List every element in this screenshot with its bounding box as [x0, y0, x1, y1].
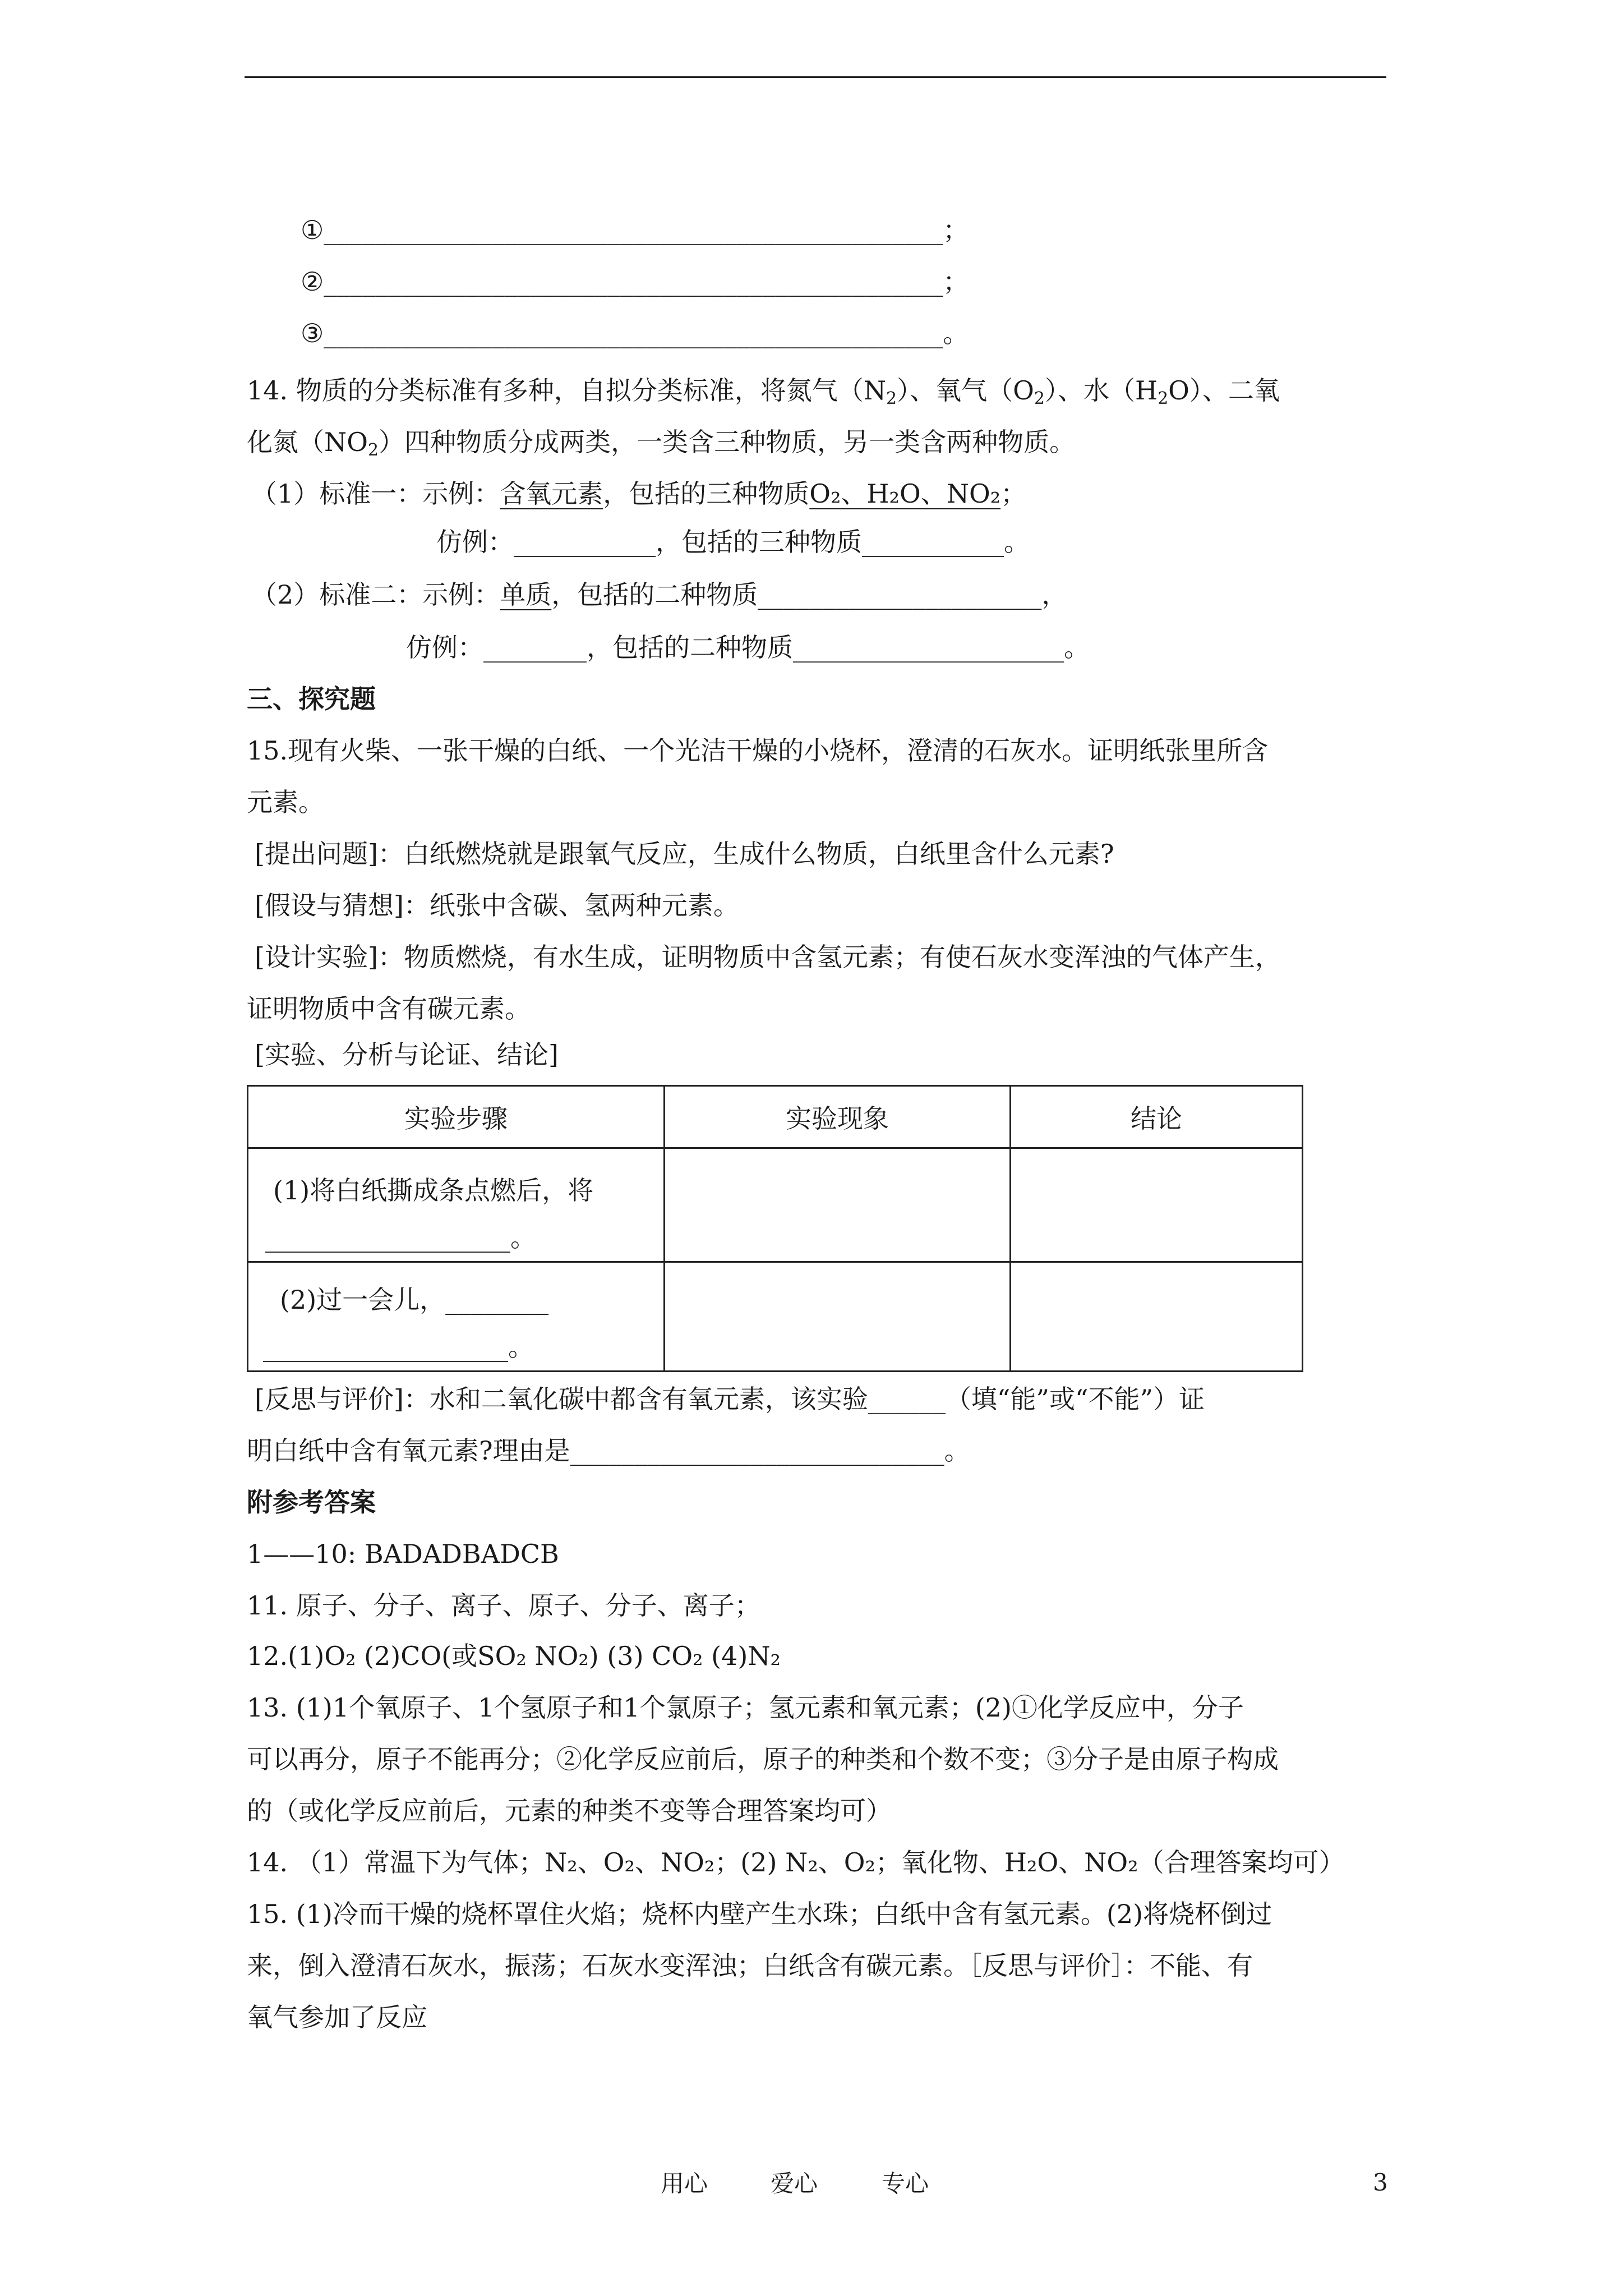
std1-substances: O₂、H₂O、NO₂: [809, 478, 1001, 509]
page-number: 3: [1373, 2169, 1388, 2196]
table-header-row: [248, 1086, 1303, 1148]
q14-line-2: 化氮$(NO_2)$四种物质分成两类，一类含三种物质，另一类含两种物质。: [247, 427, 1076, 460]
q14-standard-2: （2）标准二：示例：单质，包括的二种物质______________________，: [251, 579, 1068, 610]
q15-analysis-title: [实验、分析与论证、结论]: [255, 1039, 559, 1070]
footer-word: 爱心: [771, 2170, 818, 2197]
q15-question: [提出问题]：白纸燃烧就是跟氧气反应，生成什么物质，白纸里含什么元素?: [255, 839, 1114, 869]
answer-13-line-1: 13. (1)1个氧原子、1个氢原子和1个氯原子；氢元素和氧元素；(2)①化学反应中，分子: [247, 1692, 1244, 1723]
experiment-table: [247, 1085, 1303, 1372]
answer-1-10: 1——10: BADADBADCB: [247, 1539, 559, 1569]
q14-imitate-2: 仿例：________，包括的二种物质_____________________。: [406, 632, 1090, 662]
answer-13-line-3: 的（或化学反应前后，元素的种类不变等合理答案均可）: [247, 1796, 892, 1826]
step-2-cell: (2)过一会儿，________ ___________________。: [248, 1262, 665, 1372]
step-2-text: (2)过一会儿，: [280, 1285, 446, 1315]
header-rule: [245, 76, 1386, 78]
table-header: 实验步骤: [248, 1086, 665, 1148]
conclusion-cell: [1011, 1262, 1303, 1372]
table-row: [248, 1148, 1303, 1262]
step-1-text: (1)将白纸撕成条点燃后，将: [273, 1175, 594, 1205]
q15-design-1: [设计实验]：物质燃烧，有水生成，证明物质中含氢元素；有使石灰水变浑浊的气体产生，: [255, 942, 1281, 972]
q14-line-1: 14. 物质的分类标准有多种，自拟分类标准，将氮气$(N_2)$、氧气$(O_2)$、水$(H_2O)$、二氧: [247, 375, 1280, 408]
q15-line-2: 元素。: [247, 787, 324, 817]
q15-design-2: 证明物质中含有碳元素。: [247, 993, 531, 1024]
phenomenon-cell: [665, 1148, 1011, 1262]
phenomenon-cell: [665, 1262, 1011, 1372]
table-row: [248, 1262, 1303, 1372]
std2-example: 单质: [500, 579, 552, 610]
q15-hypothesis: [假设与猜想]：纸张中含碳、氢两种元素。: [255, 890, 739, 921]
answer-15-line-1: 15. (1)冷而干燥的烧杯罩住火焰；烧杯内壁产生水珠；白纸中含有氢元素。(2)将烧杯倒过: [247, 1899, 1272, 1929]
q14-imitate-1: 仿例：___________，包括的三种物质___________。: [436, 527, 1030, 557]
answer-11: 11. 原子、分子、离子、原子、分子、离子；: [247, 1590, 760, 1621]
q15-line-1: 15.现有火柴、一张干燥的白纸、一个光洁干燥的小烧杯，澄清的石灰水。证明纸张里所含: [247, 735, 1269, 766]
answer-12: 12.(1)O₂ (2)CO(或SO₂ NO₂) (3) CO₂ (4)N₂: [247, 1641, 781, 1671]
q13-blank-3: ③________________________________________________。: [301, 318, 969, 348]
answer-15-line-2: 来，倒入澄清石灰水，振荡；石灰水变浑浊；白纸含有碳元素。［反思与评价］：不能、有: [247, 1950, 1253, 1981]
answer-13-line-2: 可以再分，原子不能再分；②化学反应前后，原子的种类和个数不变；③分子是由原子构成: [247, 1744, 1279, 1774]
footer-word: 专心: [882, 2170, 929, 2197]
table-header: 结论: [1011, 1086, 1303, 1148]
conclusion-cell: [1011, 1148, 1303, 1262]
footer-word: 用心: [661, 2170, 708, 2197]
answer-15-line-3: 氧气参加了反应: [247, 2002, 427, 2032]
q15-reflection-2: 明白纸中含有氧元素?理由是_____________________________。: [247, 1435, 970, 1466]
answer-14: 14. （1）常温下为气体；N₂、O₂、NO₂；(2) N₂、O₂；氧化物、H₂O、NO₂（合理答案均可）: [247, 1847, 1345, 1878]
q13-blank-1: ①________________________________________________；: [301, 215, 969, 245]
table-header: 实验现象: [665, 1086, 1011, 1148]
answers-title: 附参考答案: [247, 1487, 376, 1517]
std1-example: 含氧元素: [500, 478, 603, 509]
q14-standard-1: （1）标准一：示例：含氧元素，包括的三种物质O₂、H₂O、NO₂；: [251, 478, 1027, 509]
q15-reflection-1: [反思与评价]：水和二氧化碳中都含有氧元素，该实验______（填“能”或“不能”）证: [255, 1384, 1205, 1414]
section-title: 三、探究题: [247, 684, 376, 714]
q13-blank-2: ②________________________________________________；: [301, 266, 969, 297]
step-1-cell: (1)将白纸撕成条点燃后，将 ___________________。: [248, 1148, 665, 1262]
